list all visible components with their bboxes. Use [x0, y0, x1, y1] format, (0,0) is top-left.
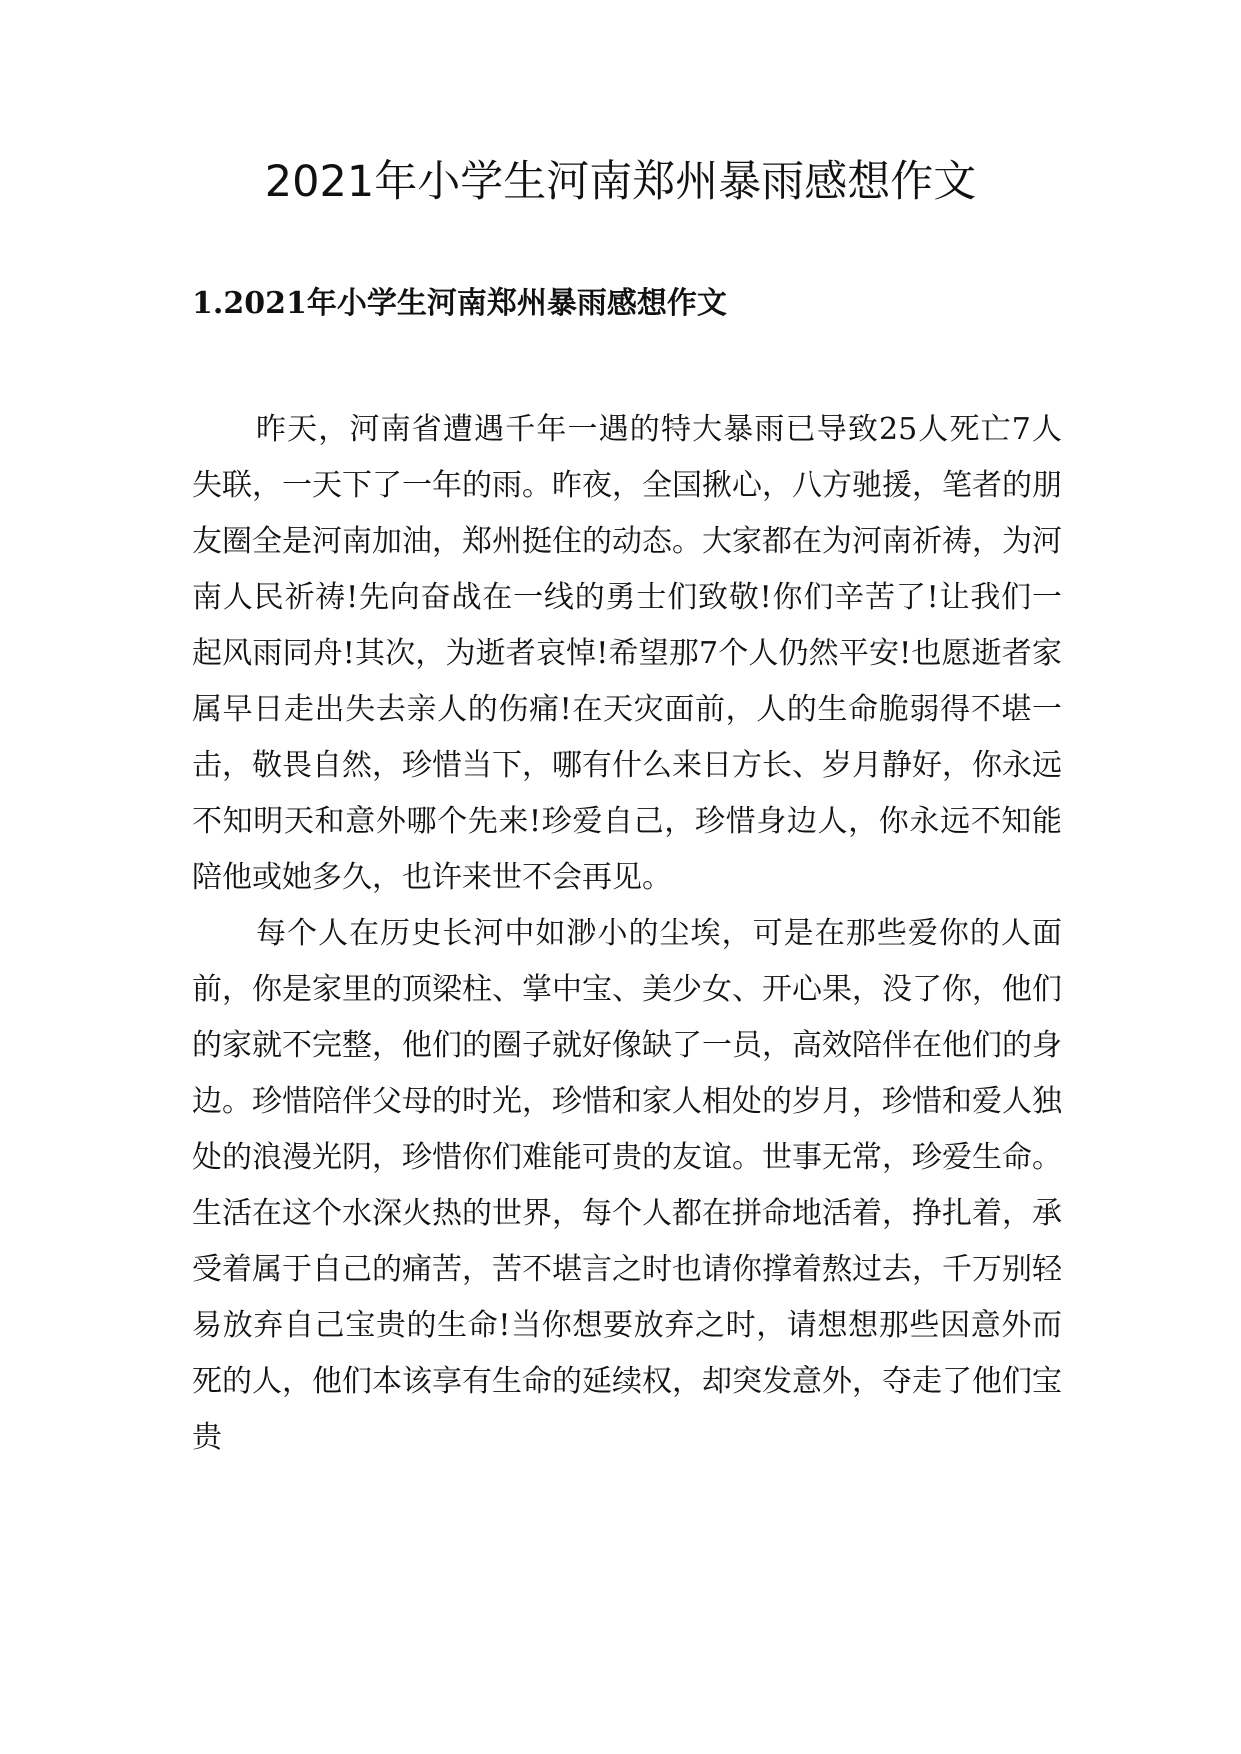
paragraph: 昨天，河南省遭遇千年一遇的特大暴雨已导致25人死亡7人失联，一天下了一年的雨。昨夜，全国揪心，八方驰援，笔者的朋友圈全是河南加油，郑州挺住的动态。大家都在为河南祈祷，为河南人民祈祷!先向奋战在一线的勇士们致敬!你们辛苦了!让我们一起风雨同舟!其次，为逝者哀悼!希望那7个人仍然平安!也愿逝者家属早日走出失去亲人的伤痛!在天灾面前，人的生命脆弱得不堪一击，敬畏自然，珍惜当下，哪有什么来日方长、岁月静好，你永远不知明天和意外哪个先来!珍爱自己，珍惜身边人，你永远不知能陪他或她多久，也许来世不会再见。 — [192, 412, 1062, 895]
paragraph: 每个人在历史长河中如渺小的尘埃，可是在那些爱你的人面前，你是家里的顶梁柱、掌中宝、美少女、开心果，没了你，他们的家就不完整，他们的圈子就好像缺了一员，高效陪伴在他们的身边。珍惜陪伴父母的时光，珍惜和家人相处的岁月，珍惜和爱人独处的浪漫光阴，珍惜你们难能可贵的友谊。世事无常，珍爱生命。生活在这个水深火热的世界，每个人都在拼命地活着，挣扎着，承受着属于自己的痛苦，苦不堪言之时也请你撑着熬过去，千万别轻易放弃自己宝贵的生命!当你想要放弃之时，请想想那些因意外而死的人，他们本该享有生命的延续权，却突发意外，夺走了他们宝贵 — [192, 916, 1062, 1455]
essay-body — [192, 402, 1062, 1466]
document-title: 2021年小学生河南郑州暴雨感想作文 — [264, 157, 977, 207]
section-heading: 1.2021年小学生河南郑州暴雨感想作文 — [192, 286, 727, 321]
